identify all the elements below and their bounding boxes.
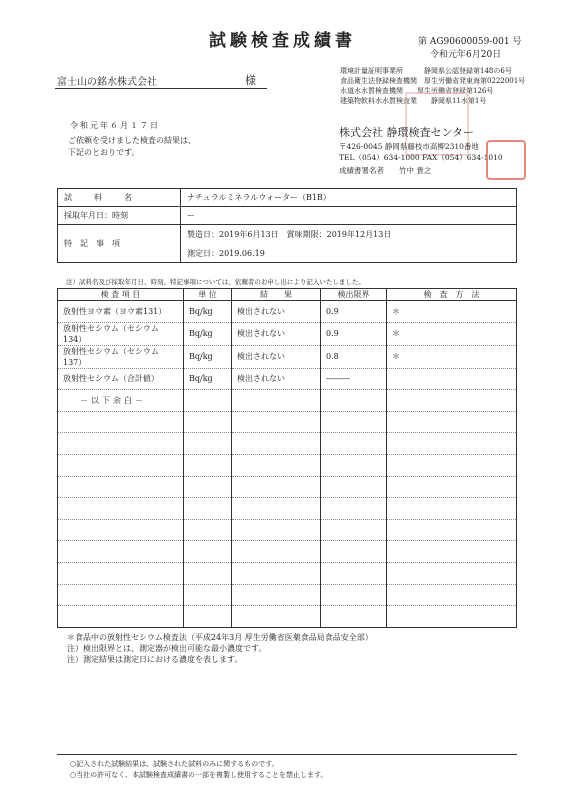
- footnote-line: 注）検出限界とは、測定器が検出可能な最小濃度です。: [67, 644, 267, 653]
- table-cell: [232, 519, 321, 541]
- table-cell: 放射性セシウム（セシウム134）: [58, 322, 184, 345]
- sample-name-value: ナチュラルミネラルウォーター（B1B）: [181, 189, 517, 207]
- sample-date-label: 採取年月日：時刻: [58, 207, 181, 225]
- table-cell: [387, 498, 517, 520]
- table-row: [58, 390, 517, 412]
- column-header: 検 査 方 法: [387, 289, 517, 301]
- table-cell: [58, 454, 184, 476]
- table-cell: 放射性セシウム（合計値）: [58, 368, 184, 390]
- client-name: 富士山の銘水株式会社: [57, 77, 157, 88]
- table-cell: 検出されない: [232, 322, 321, 345]
- empty-table-row: [58, 433, 517, 455]
- table-cell: [387, 476, 517, 498]
- empty-table-row: [58, 476, 517, 498]
- table-cell: [58, 584, 184, 606]
- table-cell: [184, 476, 232, 498]
- table-cell: [387, 606, 517, 628]
- table-cell: [58, 433, 184, 455]
- table-cell: [321, 606, 387, 628]
- table-cell: [58, 498, 184, 520]
- table-cell: [321, 454, 387, 476]
- table-cell: [184, 519, 232, 541]
- table-cell: 検出されない: [232, 301, 321, 323]
- table-cell: [321, 498, 387, 520]
- footer-divider: [57, 754, 517, 755]
- table-cell: 放射性セシウム（セシウム137）: [58, 345, 184, 368]
- table-cell: 0.8: [321, 345, 387, 368]
- table-cell: ＊: [387, 322, 517, 345]
- table-cell: [232, 562, 321, 584]
- table-cell: [232, 433, 321, 455]
- table-row: [58, 368, 517, 390]
- table-cell: [184, 390, 232, 412]
- table-cell: 0.9: [321, 322, 387, 345]
- table-cell: [321, 411, 387, 433]
- table-cell: [387, 411, 517, 433]
- registration-line: 水道水水質検査機関 厚生労働省登録第126号: [340, 87, 494, 95]
- table-cell: [321, 519, 387, 541]
- intro-line: ご依頼を受けました検査の結果は、: [68, 136, 196, 145]
- table-cell: [232, 390, 321, 412]
- client-honorific: 様: [245, 74, 256, 87]
- table-cell: [184, 454, 232, 476]
- column-header: 単 位: [184, 289, 232, 301]
- special-notes-line: 測定日：2019.06.19: [187, 248, 265, 258]
- table-cell: [321, 562, 387, 584]
- table-cell: [387, 454, 517, 476]
- intro-text: [68, 135, 196, 159]
- table-cell: 検出されない: [232, 368, 321, 390]
- table-cell: －以下余白－: [58, 390, 184, 412]
- table-cell: [232, 498, 321, 520]
- column-header: 検出限界: [321, 289, 387, 301]
- table-cell: [321, 476, 387, 498]
- special-notes-value: [181, 225, 517, 263]
- empty-table-row: [58, 411, 517, 433]
- table-row: [58, 322, 517, 345]
- table-cell: [387, 519, 517, 541]
- table-cell: [387, 368, 517, 390]
- table-cell: [58, 476, 184, 498]
- footer-line: ○記入された試験結果は、試験された試料のみに関するものです。: [70, 760, 279, 768]
- table-cell: [184, 606, 232, 628]
- table-cell: [232, 454, 321, 476]
- footer-notes: [70, 759, 327, 781]
- table-cell: 放射性ヨウ素（ヨウ素131）: [58, 301, 184, 323]
- sample-date-value: ー: [181, 207, 517, 225]
- registration-line: 食品衛生法登録検査機関 厚生労働省発東海第0222001号: [340, 77, 526, 85]
- table-cell: [321, 390, 387, 412]
- table-cell: [184, 498, 232, 520]
- client-underline: [55, 88, 267, 89]
- table-cell: [387, 541, 517, 563]
- sample-info-table: [57, 188, 517, 263]
- table-cell: [321, 584, 387, 606]
- table-cell: [58, 606, 184, 628]
- table-cell: [58, 519, 184, 541]
- table-cell: [184, 433, 232, 455]
- table-cell: [321, 541, 387, 563]
- table-cell: [58, 411, 184, 433]
- table-cell: [184, 541, 232, 563]
- empty-table-row: [58, 584, 517, 606]
- table-cell: [387, 562, 517, 584]
- column-header: 検 査 項 目: [58, 289, 184, 301]
- table-row: [58, 345, 517, 368]
- table-cell: [184, 584, 232, 606]
- table-cell: Bq/kg: [184, 345, 232, 368]
- footer-line: ○当社の許可なく、本試験検査成績書の一部を複製し使用することを禁止します。: [70, 771, 328, 779]
- empty-table-row: [58, 541, 517, 563]
- issuer-address: 〒426-0045 静岡県藤枝市高柳2310番地: [339, 142, 479, 151]
- issuer-contact: [339, 141, 503, 163]
- table-cell: ＊: [387, 301, 517, 323]
- empty-table-row: [58, 562, 517, 584]
- table-cell: Bq/kg: [184, 368, 232, 390]
- table-cell: ―――: [321, 368, 387, 390]
- column-header: 結 果: [232, 289, 321, 301]
- table-cell: Bq/kg: [184, 301, 232, 323]
- empty-table-row: [58, 519, 517, 541]
- table-cell: [232, 541, 321, 563]
- table-cell: ＊: [387, 345, 517, 368]
- table-cell: [232, 584, 321, 606]
- results-table: [57, 288, 517, 628]
- special-notes-label: 特 記 事 項: [58, 225, 181, 263]
- footnotes: [67, 632, 373, 665]
- registration-line: 環境計量証明事業所 静岡県公認登録第148の6号: [340, 67, 512, 75]
- empty-table-row: [58, 498, 517, 520]
- registration-line: 建築物飲料水水質検査業 静岡県11水第1号: [340, 97, 487, 105]
- table-cell: [387, 390, 517, 412]
- sample-name-label: 試 料 名: [58, 189, 181, 207]
- issuer-company: 株式会社 静環検査センター: [339, 126, 475, 139]
- footnote-line: ＊食品中の放射性セシウム検査法（平成24年3月 厚生労働省医薬食品局食品安全部）: [67, 633, 373, 642]
- table-cell: [387, 584, 517, 606]
- signer-seal-stamp: [486, 140, 526, 180]
- table-cell: [184, 411, 232, 433]
- sample-note: 注）試料名及び採取年月日、時刻、特記事項については、依頼者のお申し出により記入いたしました。: [66, 278, 365, 286]
- signer: 成績書署名者 竹中 貴之: [339, 166, 432, 175]
- table-cell: Bq/kg: [184, 322, 232, 345]
- document-number: 第 AG90600059-001 号: [418, 37, 522, 47]
- empty-table-row: [58, 454, 517, 476]
- table-cell: [387, 433, 517, 455]
- intro-line: 下記のとおりです。: [68, 148, 140, 157]
- special-notes-line: 製造日：2019年6月13日 賞味期限：2019年12月13日: [187, 229, 392, 239]
- footnote-line: 注）測定結果は測定日における濃度を表します。: [67, 655, 243, 664]
- table-cell: [58, 562, 184, 584]
- document-title: 試験検査成績書: [209, 31, 356, 51]
- table-cell: [58, 541, 184, 563]
- issue-date: 令和元年6月20日: [430, 50, 502, 60]
- table-cell: [232, 476, 321, 498]
- report-date: 令和元年６月１７日: [70, 121, 160, 130]
- table-cell: [321, 433, 387, 455]
- table-cell: [184, 562, 232, 584]
- empty-table-row: [58, 606, 517, 628]
- table-cell: 0.9: [321, 301, 387, 323]
- table-row: [58, 301, 517, 323]
- table-cell: [232, 411, 321, 433]
- table-cell: [232, 606, 321, 628]
- issuer-phone: TEL（054）634-1000 FAX（054）634-1010: [339, 153, 503, 162]
- table-cell: 検出されない: [232, 345, 321, 368]
